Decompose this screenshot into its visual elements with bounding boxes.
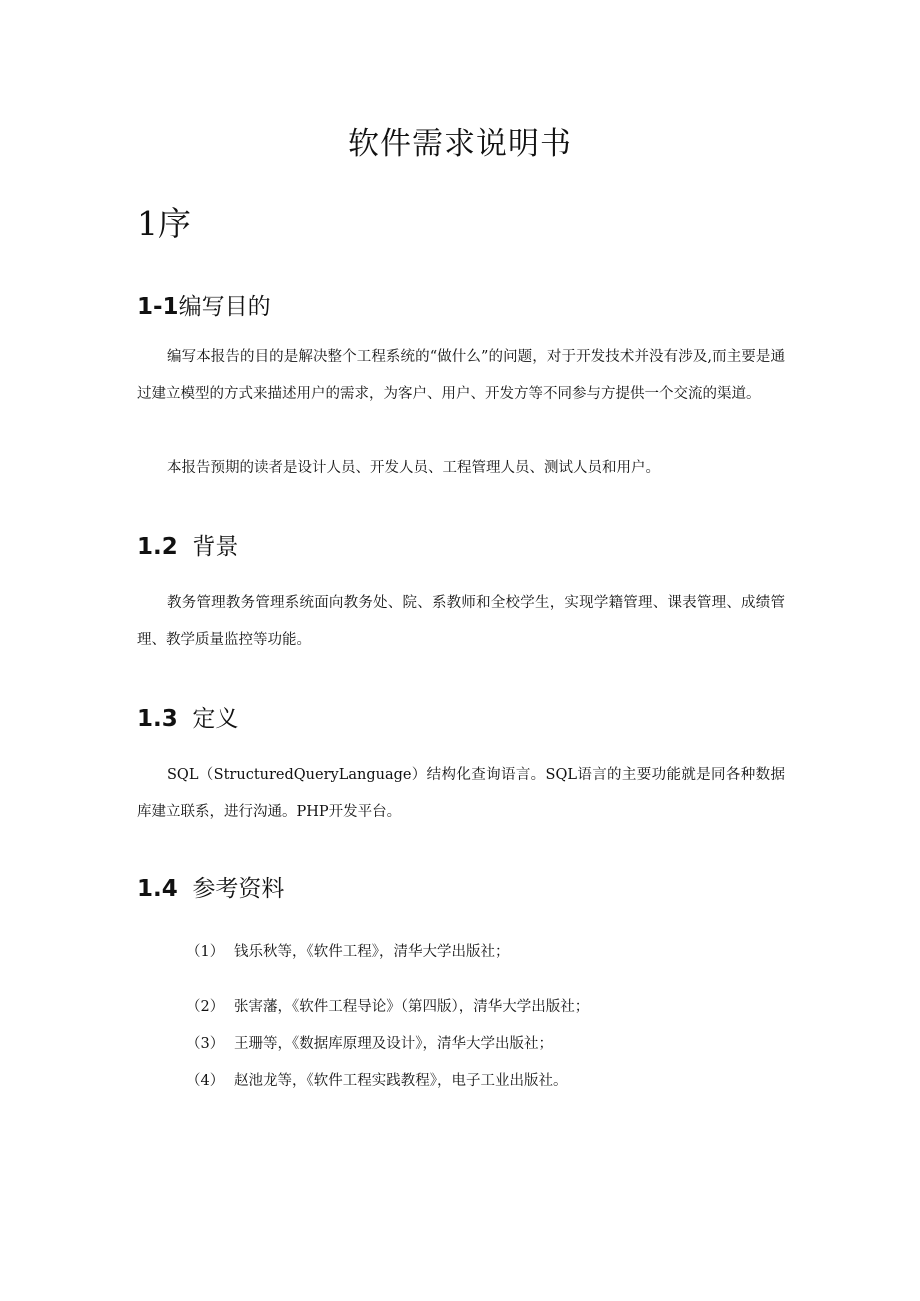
section-heading-purpose: [137, 288, 271, 321]
section-number: 1.3: [137, 706, 178, 732]
section-number: 1.4: [137, 876, 178, 902]
document-title: 软件需求说明书: [348, 126, 572, 162]
section-title-text: 定义: [192, 706, 239, 732]
reference-number: （1）: [186, 944, 225, 960]
paragraph-purpose: 编写本报告的目的是解决整个工程系统的“做什么”的问题，对于开发技术并没有涉及,而主要是通过建立模型的方式来描述用户的需求，为客户、用户、开发方等不同参与方提供一个交流的渠道。: [137, 349, 785, 402]
section-title-text: 编写目的: [178, 294, 271, 320]
reference-text: 赵池龙等，《软件工程实践教程》，电子工业出版社。: [234, 1073, 568, 1089]
reference-item: [186, 1032, 553, 1053]
reference-text: 王珊等，《数据库原理及设计》，清华大学出版社；: [234, 1036, 553, 1052]
reference-number: （3）: [186, 1036, 225, 1052]
reference-item: [186, 995, 589, 1016]
reference-number: （4）: [186, 1073, 225, 1089]
reference-text: 钱乐秋等，《软件工程》，清华大学出版社；: [234, 944, 510, 960]
reference-item: [186, 1069, 568, 1090]
paragraph-readers: 本报告预期的读者是设计人员、开发人员、工程管理人员、测试人员和用户。: [167, 460, 660, 476]
section-title-text: 参考资料: [192, 876, 285, 902]
section-heading-definitions: [137, 700, 238, 733]
section-number: 1-1: [137, 294, 179, 320]
reference-number: （2）: [186, 999, 225, 1015]
section-heading-background: [137, 528, 238, 561]
paragraph-definitions: SQL（StructuredQueryLanguage）结构化查询语言。SQL语言的主要功能就是同各种数据库建立联系，进行沟通。PHP开发平台。: [137, 767, 785, 820]
paragraph-background: 教务管理教务管理系统面向教务处、院、系教师和全校学生，实现学籍管理、课表管理、成绩管理、教学质量监控等功能。: [137, 595, 785, 648]
section-heading-references: [137, 870, 284, 903]
reference-text: 张害藩，《软件工程导论》（第四版），清华大学出版社；: [234, 999, 590, 1015]
section-number: 1.2: [137, 534, 178, 560]
section-title-text: 背景: [192, 534, 239, 560]
reference-item: [186, 940, 510, 961]
chapter-title: 1序: [137, 204, 191, 243]
